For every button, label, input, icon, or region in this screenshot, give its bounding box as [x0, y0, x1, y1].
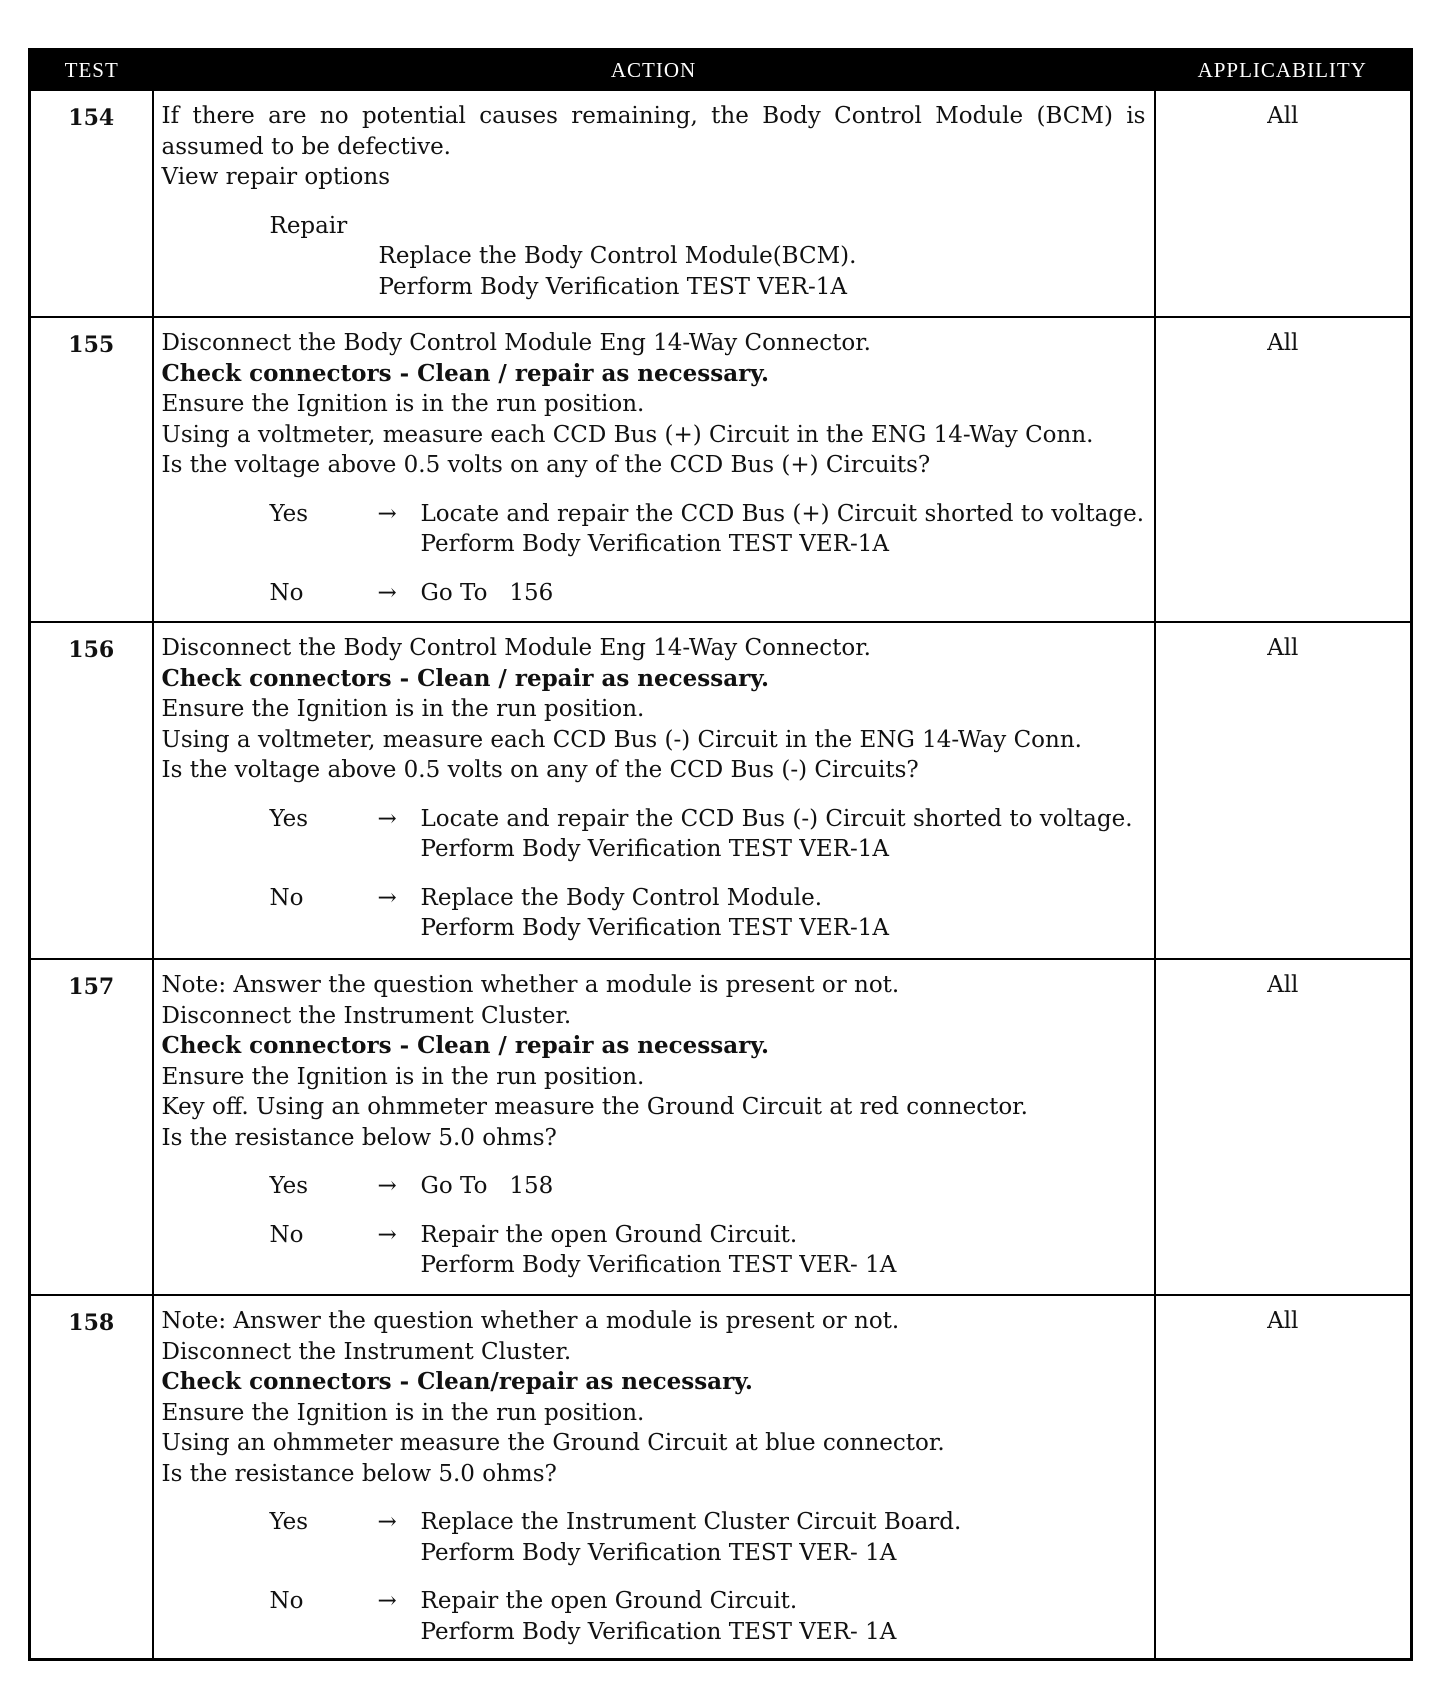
applicability-value: All	[1155, 1295, 1412, 1659]
action-cell	[153, 317, 1155, 622]
action-line: Key off. Using an ohmmeter measure the Ground Circuit at red connector.	[161, 1094, 1028, 1120]
table-row	[30, 1295, 1412, 1659]
option-no	[162, 883, 1146, 944]
action-cell	[153, 622, 1155, 959]
option-label: No	[269, 579, 304, 606]
action-line: Disconnect the Body Control Module Eng 14-Way Connector.	[161, 635, 871, 661]
action-line: Disconnect the Instrument Cluster.	[161, 1338, 572, 1365]
action-line: Is the voltage above 0.5 volts on any of the CCD Bus (+) Circuits?	[161, 452, 931, 478]
action-line: Using a voltmeter, measure each CCD Bus (-) Circuit in the ENG 14-Way Conn.	[161, 726, 1082, 753]
table-header-row	[30, 50, 1412, 91]
action-line: Ensure the Ignition is in the run position.	[161, 391, 645, 417]
action-line: If there are no potential causes remaining, the Body Control Module (BCM) is	[161, 103, 1146, 129]
arrow-right-icon: →	[377, 1588, 397, 1614]
header-test: TEST	[30, 50, 153, 91]
option-label: Yes	[269, 805, 309, 832]
option-line: Locate and repair the CCD Bus (-) Circuit shorted to voltage.	[420, 805, 1133, 832]
action-line: Is the voltage above 0.5 volts on any of the CCD Bus (-) Circuits?	[161, 757, 919, 783]
option-no	[162, 1586, 1146, 1647]
applicability-value: All	[1155, 622, 1412, 959]
applicability-value: All	[1155, 90, 1412, 317]
option-label: Yes	[269, 1173, 309, 1199]
action-line: Is the resistance below 5.0 ohms?	[161, 1460, 557, 1487]
action-line: Note: Answer the question whether a module is present or not.	[161, 972, 900, 998]
arrow-right-icon: →	[377, 1221, 397, 1248]
option-line: Locate and repair the CCD Bus (+) Circuit shorted to voltage.	[420, 500, 1145, 527]
option-label: No	[269, 884, 304, 911]
test-number: 157	[30, 959, 153, 1295]
action-line: Disconnect the Instrument Cluster.	[161, 1002, 572, 1029]
table-row	[30, 317, 1412, 622]
option-line: Perform Body Verification TEST VER- 1A	[420, 1539, 897, 1566]
action-line: Ensure the Ignition is in the run position.	[161, 1399, 645, 1426]
diagnostic-procedure-table	[28, 48, 1413, 1661]
option-label: Yes	[269, 500, 309, 527]
repair-line: Replace the Body Control Module(BCM).	[378, 243, 857, 269]
header-applicability: APPLICABILITY	[1155, 50, 1412, 91]
header-action: ACTION	[153, 50, 1155, 91]
option-line: Perform Body Verification TEST VER- 1A	[420, 1618, 897, 1645]
test-number: 156	[30, 622, 153, 959]
option-line: Go To 156	[420, 579, 554, 606]
option-label: Yes	[269, 1509, 309, 1535]
diagnostic-procedure-sheet	[28, 48, 1410, 1661]
repair-label: Repair	[269, 212, 348, 239]
action-line-emphasis: Check connectors - Clean / repair as necessary.	[161, 359, 769, 387]
option-line: Perform Body Verification TEST VER-1A	[420, 531, 890, 557]
option-line: Go To 158	[420, 1173, 554, 1199]
action-line: assumed to be defective.	[161, 133, 451, 160]
option-yes	[162, 499, 1146, 560]
arrow-right-icon: →	[377, 579, 397, 606]
action-cell	[153, 1295, 1155, 1659]
arrow-right-icon: →	[377, 884, 397, 911]
option-no	[162, 578, 1146, 609]
option-yes	[162, 804, 1146, 865]
action-line-emphasis: Check connectors - Clean / repair as necessary.	[161, 664, 769, 692]
test-number: 154	[30, 90, 153, 317]
table-row	[30, 622, 1412, 959]
action-line: Using an ohmmeter measure the Ground Circuit at blue connector.	[161, 1430, 945, 1456]
option-line: Replace the Instrument Cluster Circuit Board.	[420, 1509, 962, 1535]
arrow-right-icon: →	[377, 805, 397, 832]
option-line: Perform Body Verification TEST VER- 1A	[420, 1252, 897, 1278]
action-cell	[153, 959, 1155, 1295]
action-cell	[153, 90, 1155, 317]
action-line: Ensure the Ignition is in the run position.	[161, 1063, 645, 1090]
action-line-emphasis: Check connectors - Clean / repair as necessary.	[161, 1032, 769, 1059]
action-line: Using a voltmeter, measure each CCD Bus (+) Circuit in the ENG 14-Way Conn.	[161, 421, 1094, 448]
option-line: Repair the open Ground Circuit.	[420, 1588, 798, 1614]
action-line: Note: Answer the question whether a module is present or not.	[161, 1308, 900, 1334]
arrow-right-icon: →	[377, 500, 397, 527]
option-line: Perform Body Verification TEST VER-1A	[420, 836, 890, 862]
repair-line: Perform Body Verification TEST VER-1A	[378, 273, 848, 300]
action-line: Disconnect the Body Control Module Eng 14-Way Connector.	[161, 330, 871, 356]
table-row	[30, 90, 1412, 317]
test-number: 158	[30, 1295, 153, 1659]
option-line: Perform Body Verification TEST VER-1A	[420, 915, 890, 941]
option-no	[162, 1220, 1146, 1281]
action-line: View repair options	[161, 164, 391, 190]
option-yes	[162, 1507, 1146, 1568]
test-number: 155	[30, 317, 153, 622]
option-line: Repair the open Ground Circuit.	[420, 1221, 798, 1248]
option-yes	[162, 1171, 1146, 1202]
option-line: Replace the Body Control Module.	[420, 884, 823, 911]
applicability-value: All	[1155, 959, 1412, 1295]
option-label: No	[269, 1221, 304, 1248]
action-line: Ensure the Ignition is in the run position.	[161, 696, 645, 722]
option-label: No	[269, 1588, 304, 1614]
action-line: Is the resistance below 5.0 ohms?	[161, 1124, 557, 1151]
applicability-value: All	[1155, 317, 1412, 622]
arrow-right-icon: →	[377, 1509, 397, 1535]
arrow-right-icon: →	[377, 1173, 397, 1199]
table-row	[30, 959, 1412, 1295]
action-line-emphasis: Check connectors - Clean/repair as necessary.	[161, 1368, 753, 1395]
